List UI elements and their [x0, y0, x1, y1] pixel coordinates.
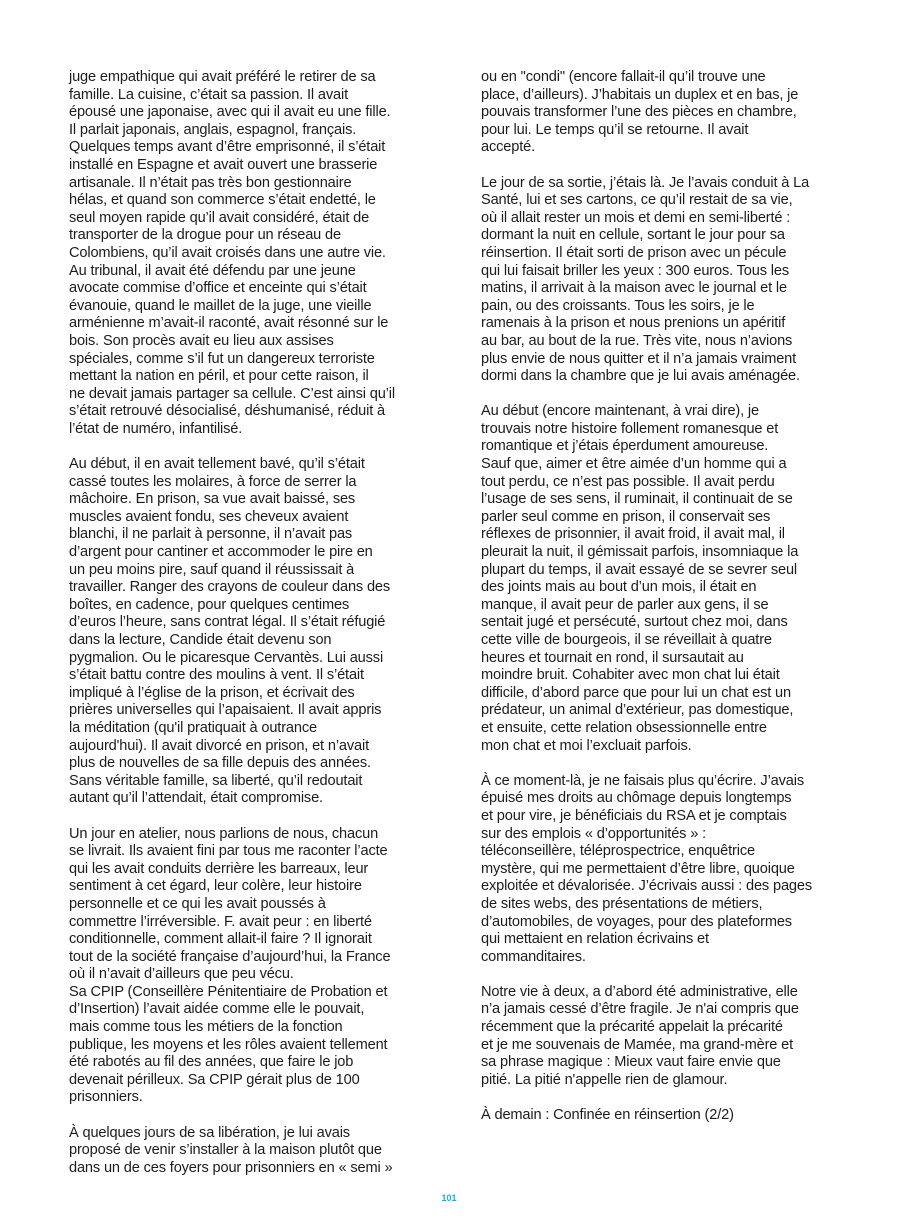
paragraph: Au début, il en avait tellement bavé, qu’il s’était cassé toutes les molaires, à force de serrer la mâchoire. En prison, sa vue avait baissé, ses muscles avaient fondu, ses cheveux avaient blanchi, il ne parlait à personne, il n’avait pas d’argent pour cantiner et accommoder le pire en un peu moins pire, sauf quand il réussissait à travailler. Ranger des crayons de couleur dans des boîtes, en cadence, pour quelques centimes d’euros l’heure, sans contrat légal. Il s’était réfugié dans la lecture, Candide était devenu son pygmalion. Ou le picaresque Cervantès. Lui aussi s’était battu contre des moulins à vent. Il s’était impliqué à l’église de la prison, et écrivait des prières universelles qui l’apaisaient. Il avait appris la méditation (qu'il pratiquait à outrance aujourd'hui). Il avait divorcé en prison, et n’avait plus de nouvelles de sa fille depuis des années. Sans véritable famille, sa liberté, qu’il redoutait autant qu’il l’attendait, était compromise.	[69, 456, 391, 807]
page-number: 101	[441, 1193, 457, 1203]
paragraph: Le jour de sa sortie, j’étais là. Je l’avais conduit à La Santé, lui et ses cartons, ce qu’il restait de sa vie, où il allait rester un mois et demi en semi-liberté : dormant la nuit en cellule, sortant le jour pour sa réinsertion. Il était sorti de prison avec un pécule qui lui faisait briller les yeux : 300 euros. Tous les matins, il arrivait à la maison avec le journal et le pain, ou des croissants. Tous les soirs, je le ramenais à la prison et nous prenions un apéritif au bar, au bout de la rue. Très vite, nous n’avions plus envie de nous quitter et il n’a jamais vraiment dormi dans la chambre que je lui avais aménagée.	[481, 174, 810, 385]
paragraph: Notre vie à deux, a d’abord été administrative, elle n’a jamais cessé d’être fragile. Je n'ai compris que récemment que la précarité appelait la précarité et je me souvenais de Mamée, ma grand-mère et sa phrase magique : Mieux vaut faire envie que pitié. La pitié n'appelle rien de glamour.	[481, 983, 799, 1088]
paragraph: À quelques jours de sa libération, je lui avais proposé de venir s’installer à la maison plutôt que dans un de ces foyers pour prisonniers en « semi »	[69, 1124, 393, 1176]
paragraph: Un jour en atelier, nous parlions de nous, chacun se livrait. Ils avaient fini par tous me raconter l’acte qui les avait conduits derrière les barreaux, leur sentiment à cet égard, leur colère, leur histoire personnelle et ce qui les avait poussés à commettre l’irréversible. F. avait peur : en liberté conditionnelle, comment allait-il faire ? Il ignorait tout de la société française d’aujourd’hui, la France où il n’avait d’ailleurs que peu vécu.	[69, 825, 391, 983]
paragraph: Sa CPIP (Conseillère Pénitentiaire de Probation et d’Insertion) l’avait aidée comme elle le pouvait, mais comme tous les métiers de la fonction publique, les moyens et les rôles avaient tellement été rabotés au fil des années, que faire le job devenait périlleux. Sa CPIP gérait plus de 100 prisonniers.	[69, 983, 388, 1106]
closing-line: À demain : Confinée en réinsertion (2/2)	[481, 1107, 734, 1124]
paragraph: juge empathique qui avait préféré le retirer de sa famille. La cuisine, c’était sa passion. Il avait épousé une japonaise, avec qui il avait eu une fille. Il parlait japonais, anglais, espagnol, français. Quelques temps avant d’être emprisonné, il s’était installé en Espagne et avait ouvert une brasserie artisanale. Il n’était pas très bon gestionnaire hélas, et quand son commerce s’était endetté, le seul moyen rapide qu’il avait considéré, était de transporter de la drogue pour un réseau de Colombiens, qu’il avait croisés dans une autre vie. Au tribunal, il avait été défendu par une jeune avocate commise d’office et enceinte qui s’était évanouie, quand le maillet de la juge, une vieille arménienne m’avait-il raconté, avait résonné sur le bois. Son procès avait eu lieu aux assises spéciales, comme s’il fut un dangereux terroriste mettant la nation en péril, et pour cette raison, il ne devait jamais partager sa cellule. C’est ainsi qu’il s’était retrouvé désocialisé, déshumanisé, réduit à l’état de numéro, infantilisé.	[69, 69, 395, 437]
right-text-column	[481, 69, 826, 1142]
paragraph: Au début (encore maintenant, à vrai dire), je trouvais notre histoire follement romanesque et romantique et j’étais éperdument amoureuse. Sauf que, aimer et être aimée d’un homme qui a tout perdu, ce n’est pas possible. Il avait perdu l’usage de ses sens, il ruminait, il continuait de se parler seul comme en prison, il conservait ses réflexes de prisonnier, il avait froid, il avait mal, il pleurait la nuit, il gémissait parfois, insomniaque la plupart du temps, il avait essayé de se sevrer seul des joints mais au bout d’un mois, il était en manque, il avait peur de parler aux gens, il se sentait jugé et persécuté, surtout chez moi, dans cette ville de bourgeois, il se réveillait à quatre heures et tournait en rond, il sursautait au moindre bruit. Cohabiter avec mon chat lui était difficile, d’abord parce que pour lui un chat est un prédateur, un animal d’extérieur, pas domestique, et ensuite, cette relation obsessionnelle entre mon chat et moi l’excluait parfois.	[481, 403, 799, 754]
paragraph: À ce moment-là, je ne faisais plus qu’écrire. J’avais épuisé mes droits au chômage depuis longtemps et pour vire, je bénéficiais du RSA et je comptais sur des emplois « d’opportunités » : téléconseillère, téléprospectrice, enquêtrice mystère, qui me permettaient d’être libre, quoique exploitée et dévalorisée. J’écrivais aussi : des pages de sites webs, des présentations de métiers, d’automobiles, de voyages, pour des plateformes qui mettaient en relation écrivains et commanditaires.	[481, 772, 812, 965]
paragraph: ou en "condi" (encore fallait-il qu’il trouve une place, d’ailleurs). J’habitais un duplex et en bas, je pouvais transformer l’une des pièces en chambre, pour lui. Le temps qu’il se retourne. Il avait accepté.	[481, 69, 799, 156]
left-text-column	[69, 69, 414, 1195]
